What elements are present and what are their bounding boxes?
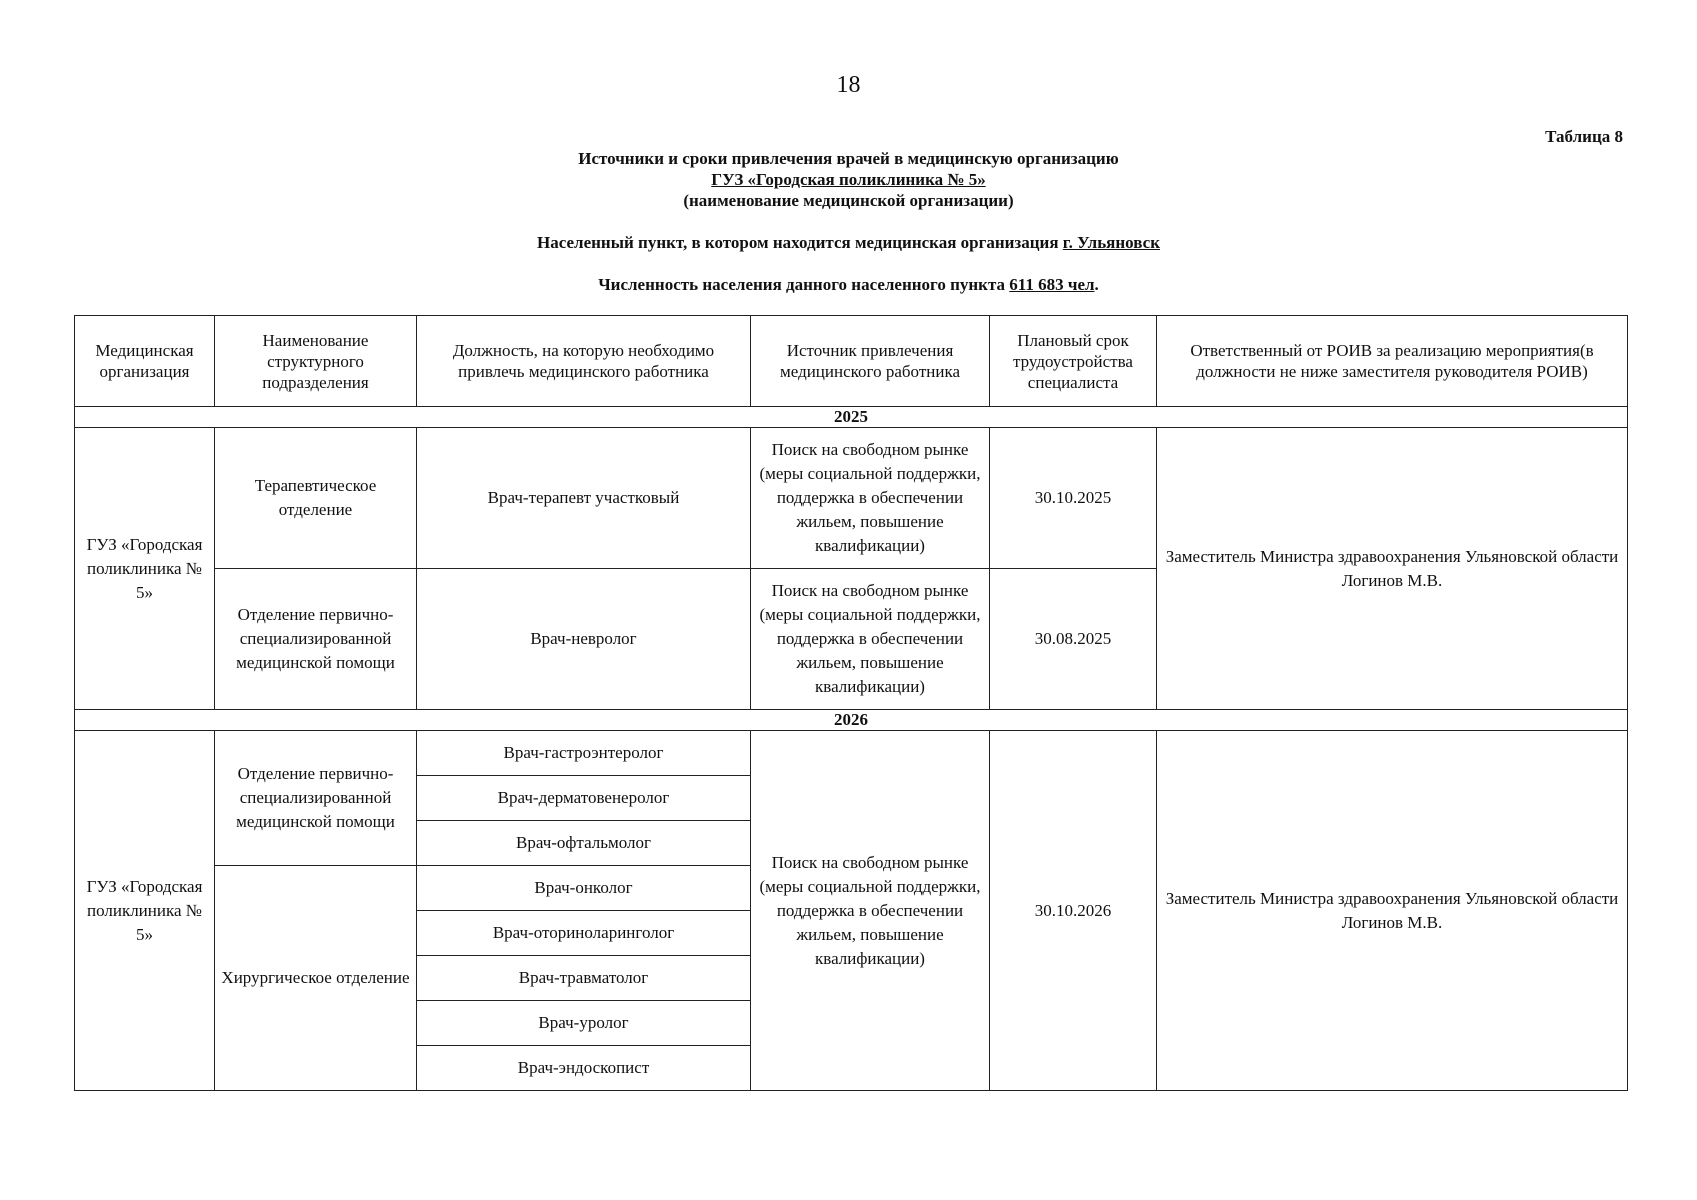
population-suffix: . — [1094, 275, 1099, 294]
header-row — [75, 316, 1628, 407]
year-row-2026 — [75, 710, 1628, 731]
position-cell: Врач-онколог — [417, 866, 751, 911]
organization-name: ГУЗ «Городская поликлиника № 5» — [711, 170, 986, 189]
organization-cell: ГУЗ «Городская поликлиника № 5» — [75, 428, 215, 710]
department-cell: Отделение первично-специализированной медицинской помощи — [215, 569, 417, 710]
department-cell: Хирургическое отделение — [215, 866, 417, 1091]
table-label: Таблица 8 — [1545, 127, 1623, 146]
header-department: Наименование структурного подразделения — [215, 316, 417, 407]
doctors-table — [74, 315, 1628, 1091]
table-row — [75, 731, 1628, 776]
position-cell: Врач-травматолог — [417, 956, 751, 1001]
position-cell: Врач-терапевт участковый — [417, 428, 751, 569]
population-line — [0, 274, 1697, 295]
organization-note: (наименование медицинской организации) — [683, 191, 1014, 210]
department-cell: Отделение первично-специализированной медицинской помощи — [215, 731, 417, 866]
position-cell: Врач-уролог — [417, 1001, 751, 1046]
population-value: 611 683 чел — [1009, 275, 1095, 294]
settlement-value: г. Ульяновск — [1062, 233, 1160, 252]
position-cell: Врач-гастроэнтеролог — [417, 731, 751, 776]
year-row-2025 — [75, 407, 1628, 428]
position-cell: Врач-оториноларинголог — [417, 911, 751, 956]
source-cell: Поиск на свободном рынке (меры социальной поддержки, поддержка в обеспечении жильем, повышение квалификации) — [751, 569, 990, 710]
settlement-line — [0, 232, 1697, 253]
position-cell: Врач-невролог — [417, 569, 751, 710]
date-cell: 30.10.2026 — [990, 731, 1157, 1091]
responsible-cell: Заместитель Министра здравоохранения Ульяновской области Логинов М.В. — [1157, 428, 1628, 710]
position-cell: Врач-эндоскопист — [417, 1046, 751, 1091]
header-source: Источник привлечения медицинского работника — [751, 316, 990, 407]
settlement-prefix: Населенный пункт, в котором находится медицинская организация — [537, 233, 1059, 252]
header-responsible: Ответственный от РОИВ за реализацию мероприятия(в должности не ниже заместителя руководителя РОИВ) — [1157, 316, 1628, 407]
table-row — [75, 428, 1628, 569]
organization-cell: ГУЗ «Городская поликлиника № 5» — [75, 731, 215, 1091]
date-cell: 30.08.2025 — [990, 569, 1157, 710]
position-cell: Врач-офтальмолог — [417, 821, 751, 866]
responsible-cell: Заместитель Министра здравоохранения Ульяновской области Логинов М.В. — [1157, 731, 1628, 1091]
header-position: Должность, на которую необходимо привлечь медицинского работника — [417, 316, 751, 407]
title-line: Источники и сроки привлечения врачей в медицинскую организацию — [578, 149, 1119, 168]
year-label-2026: 2026 — [75, 710, 1628, 731]
source-cell: Поиск на свободном рынке (меры социальной поддержки, поддержка в обеспечении жильем, повышение квалификации) — [751, 428, 990, 569]
header-date: Плановый срок трудоустройства специалиста — [990, 316, 1157, 407]
position-cell: Врач-дерматовенеролог — [417, 776, 751, 821]
page-number: 18 — [836, 72, 861, 98]
year-label-2025: 2025 — [75, 407, 1628, 428]
header-organization: Медицинская организация — [75, 316, 215, 407]
department-cell: Терапевтическое отделение — [215, 428, 417, 569]
population-prefix: Численность населения данного населенного пункта — [598, 275, 1006, 294]
source-cell: Поиск на свободном рынке (меры социальной поддержки, поддержка в обеспечении жильем, повышение квалификации) — [751, 731, 990, 1091]
date-cell: 30.10.2025 — [990, 428, 1157, 569]
